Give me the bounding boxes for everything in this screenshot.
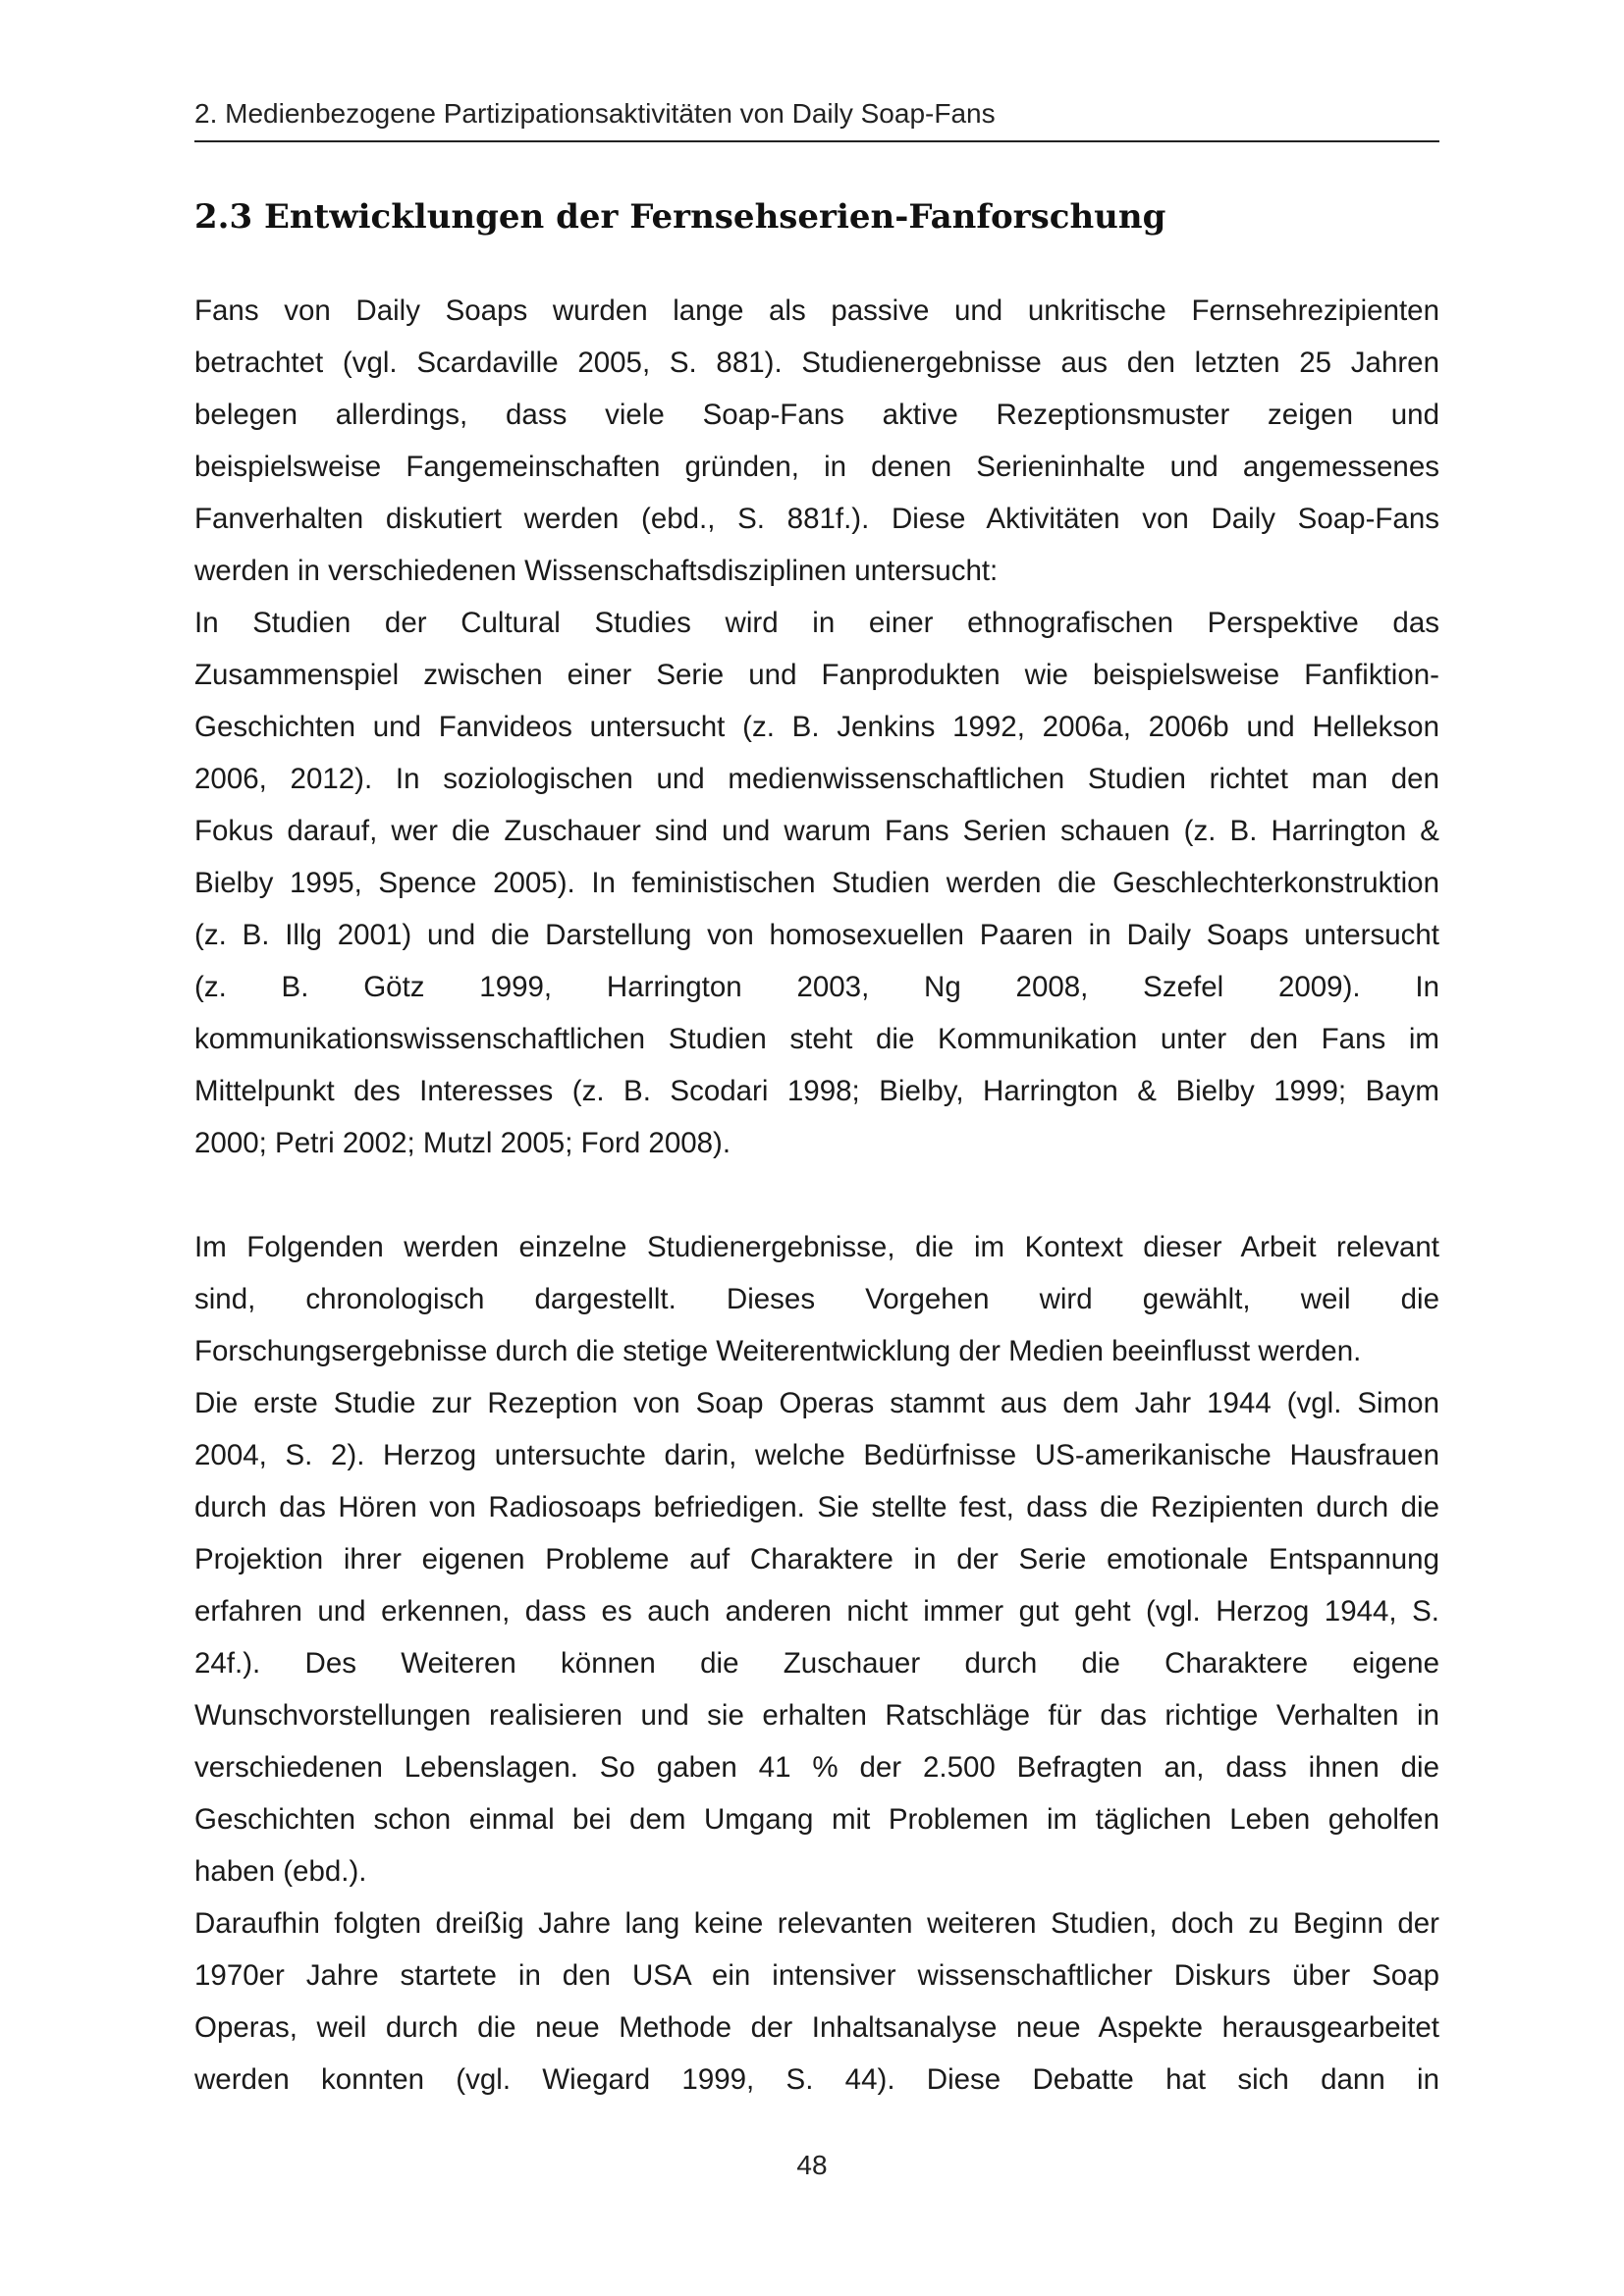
text-line: belegen allerdings, dass viele Soap-Fans aktive Rezeptionsmuster zeigen und — [194, 399, 1439, 431]
text-line: Bielby 1995, Spence 2005). In feministischen Studien werden die Geschlechterkonstruktion — [194, 867, 1439, 899]
text-line: durch das Hören von Radiosoaps befriedigen. Sie stellte fest, dass die Rezipienten durch die — [194, 1491, 1439, 1523]
text-line: Im Folgenden werden einzelne Studienergebnisse, die im Kontext dieser Arbeit relevant — [194, 1231, 1439, 1263]
text-line: (z. B. Illg 2001) und die Darstellung von homosexuellen Paaren in Daily Soaps untersucht — [194, 919, 1439, 951]
text-line: Zusammenspiel zwischen einer Serie und Fanprodukten wie beispielsweise Fanfiktion- — [194, 659, 1439, 691]
paragraph — [194, 1897, 1439, 2106]
text-line: Mittelpunkt des Interesses (z. B. Scodari 1998; Bielby, Harrington & Bielby 1999; Baym — [194, 1075, 1439, 1107]
text-line: 2000; Petri 2002; Mutzl 2005; Ford 2008). — [194, 1127, 731, 1159]
section-heading: 2.3 Entwicklungen der Fernsehserien-Fanforschung — [194, 197, 1166, 237]
text-line: Die erste Studie zur Rezeption von Soap Operas stammt aus dem Jahr 1944 (vgl. Simon — [194, 1387, 1439, 1419]
text-line: Operas, weil durch die neue Methode der Inhaltsanalyse neue Aspekte herausgearbeitet — [194, 2011, 1439, 2044]
running-header — [194, 96, 1439, 142]
text-line: Projektion ihrer eigenen Probleme auf Charaktere in der Serie emotionale Entspannung — [194, 1543, 1439, 1575]
text-line: 2006, 2012). In soziologischen und medienwissenschaftlichen Studien richtet man den — [194, 763, 1439, 795]
text-line: werden konnten (vgl. Wiegard 1999, S. 44). Diese Debatte hat sich dann in — [194, 2063, 1439, 2096]
text-line: Wunschvorstellungen realisieren und sie erhalten Ratschläge für das richtige Verhalten in — [194, 1699, 1439, 1732]
text-line: Fokus darauf, wer die Zuschauer sind und warum Fans Serien schauen (z. B. Harrington & — [194, 815, 1439, 847]
page-number: 48 — [796, 2150, 828, 2180]
text-line: Daraufhin folgten dreißig Jahre lang keine relevanten weiteren Studien, doch zu Beginn der — [194, 1907, 1439, 1940]
text-line: betrachtet (vgl. Scardaville 2005, S. 881). Studienergebnisse aus den letzten 25 Jahren — [194, 347, 1439, 379]
paragraph — [194, 1221, 1439, 1377]
paragraph — [194, 597, 1439, 1169]
text-line: sind, chronologisch dargestellt. Dieses Vorgehen wird gewählt, weil die — [194, 1283, 1439, 1315]
text-line: Forschungsergebnisse durch die stetige Weiterentwicklung der Medien beeinflusst werden. — [194, 1335, 1362, 1367]
text-line: Geschichten und Fanvideos untersucht (z. B. Jenkins 1992, 2006a, 2006b und Hellekson — [194, 711, 1439, 743]
text-line: erfahren und erkennen, dass es auch anderen nicht immer gut geht (vgl. Herzog 1944, S. — [194, 1595, 1439, 1628]
text-line: kommunikationswissenschaftlichen Studien steht die Kommunikation unter den Fans im — [194, 1023, 1439, 1055]
text-line: (z. B. Götz 1999, Harrington 2003, Ng 2008, Szefel 2009). In — [194, 971, 1439, 1003]
paragraph-gap — [194, 1169, 1439, 1221]
paragraph — [194, 285, 1439, 597]
text-line: Fans von Daily Soaps wurden lange als passive und unkritische Fernsehrezipienten — [194, 294, 1439, 327]
text-line: In Studien der Cultural Studies wird in einer ethnografischen Perspektive das — [194, 607, 1439, 639]
text-line: 24f.). Des Weiteren können die Zuschauer durch die Charaktere eigene — [194, 1647, 1439, 1680]
text-line: werden in verschiedenen Wissenschaftsdisziplinen untersucht: — [194, 555, 999, 587]
text-line: verschiedenen Lebenslagen. So gaben 41 % der 2.500 Befragten an, dass ihnen die — [194, 1751, 1439, 1784]
text-line: 2004, S. 2). Herzog untersuchte darin, welche Bedürfnisse US-amerikanische Hausfrauen — [194, 1439, 1439, 1471]
text-line: Fanverhalten diskutiert werden (ebd., S. 881f.). Diese Aktivitäten von Daily Soap-Fans — [194, 503, 1439, 535]
running-header-title: 2. Medienbezogene Partizipationsaktivitäten von Daily Soap-Fans — [194, 98, 996, 129]
text-line: 1970er Jahre startete in den USA ein intensiver wissenschaftlicher Diskurs über Soap — [194, 1959, 1439, 1992]
text-line: beispielsweise Fangemeinschaften gründen, in denen Serieninhalte und angemessenes — [194, 451, 1439, 483]
paragraph — [194, 1377, 1439, 1897]
body-text — [194, 285, 1439, 2106]
text-line: haben (ebd.). — [194, 1855, 367, 1888]
text-line: Geschichten schon einmal bei dem Umgang mit Problemen im täglichen Leben geholfen — [194, 1803, 1439, 1836]
